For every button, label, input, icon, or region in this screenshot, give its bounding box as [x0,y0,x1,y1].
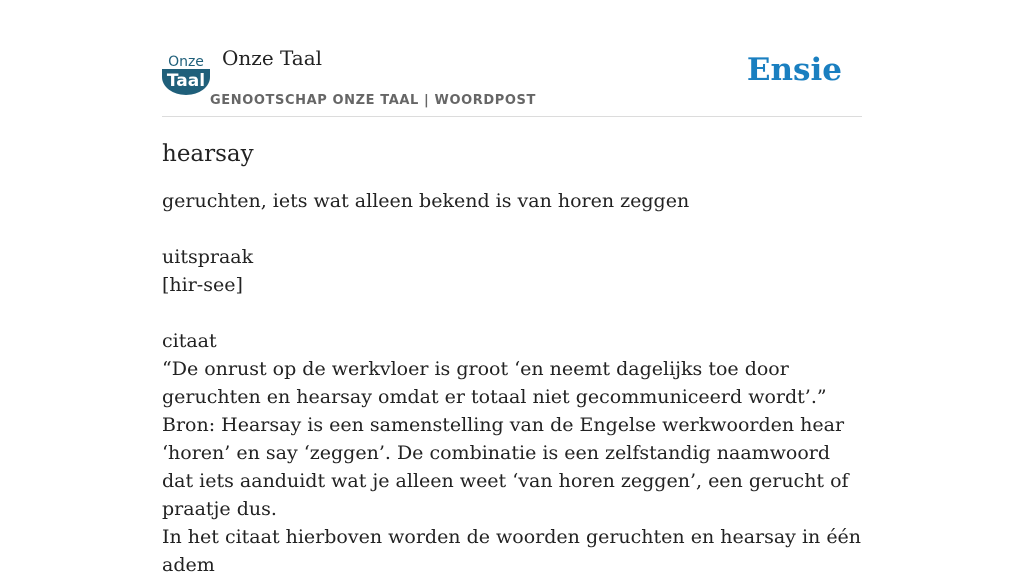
pronunciation-value: [hir-see] [162,274,243,296]
page [162,0,862,576]
entry-definition: geruchten, iets wat alleen bekend is van horen zeggen [162,190,690,212]
logo-text-bottom: Taal [166,71,206,91]
quote-label: citaat [162,330,217,352]
site-header [162,0,862,117]
site-title[interactable]: Onze Taal [222,46,323,70]
extra-text: In het citaat hierboven worden de woorden geruchten en hearsay in één adem [162,526,862,576]
logo-text-top: Onze [168,54,204,70]
ensie-logo[interactable]: Ensie [746,52,842,88]
source-text: Bron: Hearsay is een samenstelling van de Engelse werkwoorden hear ‘horen’ en say ‘zeggen’. De combinatie is een zelfstandig naamwoord dat iets aanduidt wat je alleen weet ‘van horen zeggen’, een gerucht of praatje dus. [162,414,849,520]
entry-word: hearsay [162,141,254,167]
entry-content [162,137,862,579]
onze-taal-logo[interactable] [162,47,210,95]
site-subtitle: GENOOTSCHAP ONZE TAAL | WOORDPOST [210,93,536,108]
spacer [162,215,862,243]
quote-text: “De onrust op de werkvloer is groot ‘en neemt dagelijks toe door geruchten en hearsay omdat er totaal niet gecommuniceerd wordt’.” [162,358,827,408]
pronunciation-label: uitspraak [162,246,254,268]
spacer [162,299,862,327]
